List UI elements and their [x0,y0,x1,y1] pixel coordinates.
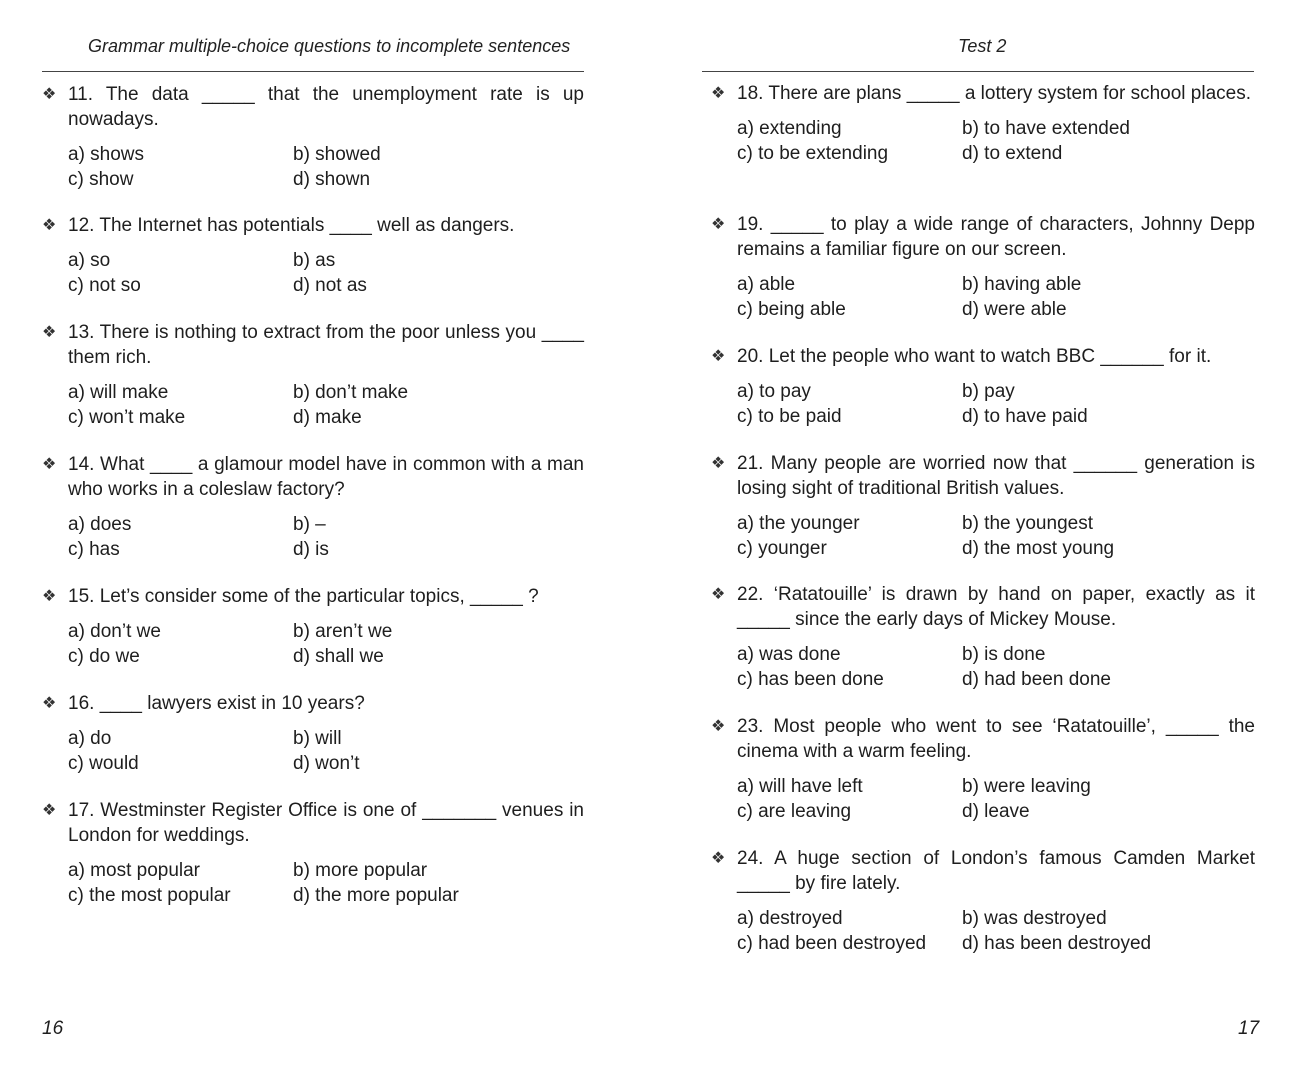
answer-options [42,142,584,192]
question-16 [42,691,584,776]
question-20 [711,344,1255,429]
option-a: a) the younger [737,513,860,534]
option-d: d) shall we [293,646,384,667]
question-stem: 16. ____ lawyers exist in 10 years? [68,693,365,714]
question-stem: 22. ‘Ratatouille’ is drawn by hand on paper, exactly as it _____ since the early days of Mickey Mouse. [737,584,1255,630]
left-page [0,0,640,1080]
question-18 [711,81,1255,166]
answer-options [711,379,1255,429]
option-d: d) were able [962,299,1067,320]
page-number: 16 [42,1018,64,1039]
option-d: d) to extend [962,143,1063,164]
question-13 [42,320,584,430]
answer-options [711,642,1255,692]
option-c: c) are leaving [737,801,852,822]
diamond-bullet-icon: ❖ [711,348,726,365]
option-b: b) more popular [293,860,428,881]
option-a: a) to pay [737,381,811,402]
header-rule [702,71,1254,72]
option-b: b) will [293,728,342,749]
option-d: d) won’t [293,753,360,774]
diamond-bullet-icon: ❖ [711,455,726,472]
header-rule [42,71,584,72]
answer-options [42,619,584,669]
option-a: a) able [737,274,796,295]
option-a: a) shows [68,144,145,165]
option-b: b) were leaving [962,776,1091,797]
option-a: a) will have left [737,776,863,797]
option-b: b) is done [962,644,1046,665]
diamond-bullet-icon: ❖ [42,588,57,605]
question-14 [42,452,584,562]
answer-options [42,726,584,776]
question-24 [711,846,1255,956]
option-d: d) not as [293,275,367,296]
option-b: b) aren’t we [293,621,393,642]
option-d: d) has been destroyed [962,933,1152,954]
question-stem: 19. _____ to play a wide range of characters, Johnny Depp remains a familiar figure on our screen. [737,214,1255,260]
question-11 [42,82,584,192]
option-d: d) shown [293,169,371,190]
option-a: a) does [68,514,132,535]
option-b: b) the youngest [962,513,1093,534]
question-21 [711,451,1255,561]
option-b: b) as [293,250,336,271]
question-stem: 13. There is nothing to extract from the poor unless you ____ them rich. [68,322,584,368]
question-stem: 11. The data _____ that the unemployment rate is up nowadays. [68,84,584,130]
option-d: d) had been done [962,669,1111,690]
option-a: a) do [68,728,112,749]
option-d: d) is [293,539,329,560]
diamond-bullet-icon: ❖ [42,802,57,819]
question-stem: 18. There are plans _____ a lottery system for school places. [737,83,1251,104]
option-b: b) pay [962,381,1015,402]
page-number: 17 [1238,1018,1260,1039]
option-b: b) to have extended [962,118,1130,139]
question-stem: 15. Let’s consider some of the particular topics, _____ ? [68,586,539,607]
question-22 [711,582,1255,692]
option-a: a) was done [737,644,841,665]
answer-options [42,248,584,298]
answer-options [711,272,1255,322]
option-a: a) so [68,250,111,271]
diamond-bullet-icon: ❖ [42,324,57,341]
running-head: Test 2 [958,36,1007,56]
answer-options [711,774,1255,824]
question-15 [42,584,584,669]
question-stem: 23. Most people who went to see ‘Ratatouille’, _____ the cinema with a warm feeling. [737,716,1255,762]
diamond-bullet-icon: ❖ [711,85,726,102]
option-c: c) the most popular [68,885,231,906]
running-head: Grammar multiple-choice questions to incomplete sentences [88,36,571,56]
option-c: c) has [68,539,120,560]
option-d: d) the more popular [293,885,459,906]
option-c: c) would [68,753,139,774]
answer-options [42,380,584,430]
diamond-bullet-icon: ❖ [711,718,726,735]
question-12 [42,213,584,298]
option-c: c) had been destroyed [737,933,927,954]
option-c: c) younger [737,538,827,559]
option-b: b) don’t make [293,382,409,403]
question-23 [711,714,1255,824]
option-c: c) to be paid [737,406,842,427]
option-b: b) – [293,514,326,535]
option-b: b) showed [293,144,381,165]
option-d: d) make [293,407,362,428]
diamond-bullet-icon: ❖ [711,586,726,603]
question-stem: 14. What ____ a glamour model have in common with a man who works in a coleslaw factory? [68,454,584,500]
diamond-bullet-icon: ❖ [42,456,57,473]
diamond-bullet-icon: ❖ [42,695,57,712]
answer-options [42,512,584,562]
option-c: c) to be extending [737,143,889,164]
option-c: c) being able [737,299,846,320]
option-d: d) leave [962,801,1030,822]
option-c: c) not so [68,275,141,296]
answer-options [711,116,1255,166]
option-c: c) has been done [737,669,884,690]
option-c: c) do we [68,646,140,667]
option-c: c) show [68,169,134,190]
answer-options [42,858,584,908]
diamond-bullet-icon: ❖ [711,216,726,233]
question-stem: 12. The Internet has potentials ____ well as dangers. [68,215,515,236]
diamond-bullet-icon: ❖ [711,850,726,867]
diamond-bullet-icon: ❖ [42,217,57,234]
option-b: b) was destroyed [962,908,1107,929]
option-b: b) having able [962,274,1082,295]
answer-options [711,906,1255,956]
option-a: a) don’t we [68,621,161,642]
question-stem: 24. A huge section of London’s famous Camden Market _____ by fire lately. [737,848,1255,894]
question-17 [42,798,584,908]
option-a: a) most popular [68,860,201,881]
question-stem: 17. Westminster Register Office is one of _______ venues in London for weddings. [68,800,584,846]
option-d: d) to have paid [962,406,1088,427]
option-c: c) won’t make [68,407,186,428]
option-d: d) the most young [962,538,1115,559]
option-a: a) destroyed [737,908,843,929]
diamond-bullet-icon: ❖ [42,86,57,103]
option-a: a) will make [68,382,169,403]
question-stem: 20. Let the people who want to watch BBC ______ for it. [737,346,1212,367]
question-19 [711,212,1255,322]
question-stem: 21. Many people are worried now that ______ generation is losing sight of traditional British values. [737,453,1255,499]
option-a: a) extending [737,118,842,139]
right-page [660,0,1289,1080]
answer-options [711,511,1255,561]
